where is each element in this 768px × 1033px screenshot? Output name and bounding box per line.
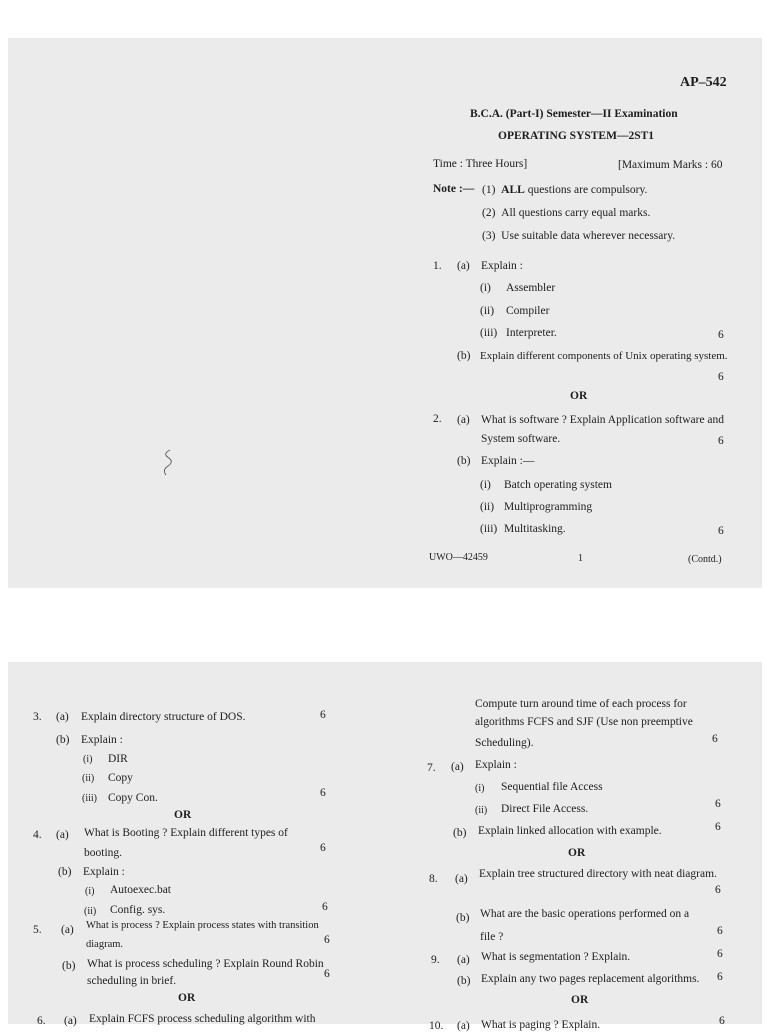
sub-item-text: Compiler — [506, 305, 550, 317]
part-label: (a) — [64, 1015, 77, 1027]
sub-item-num: (ii) — [475, 805, 488, 816]
marks: 6 — [715, 884, 721, 896]
marks: 6 — [717, 925, 723, 937]
marks: 6 — [717, 948, 723, 960]
sub-item-text: Autoexec.bat — [110, 884, 171, 896]
question-text: diagram. — [86, 939, 124, 950]
marks: 6 — [718, 435, 724, 447]
sub-item-text: Direct File Access. — [501, 803, 589, 815]
part-label: (a) — [56, 711, 69, 723]
part-label: (b) — [457, 350, 471, 362]
or-separator: OR — [178, 992, 196, 1004]
part-label: (b) — [58, 866, 72, 878]
sub-item-text: Multiprogramming — [504, 501, 593, 513]
sub-item-text: Sequential file Access — [501, 781, 603, 793]
part-label: (b) — [453, 827, 467, 839]
or-separator: OR — [568, 847, 586, 859]
note-label: Note :— — [433, 183, 475, 195]
question-number: 3. — [33, 711, 42, 723]
note-item: (3) Use suitable data wherever necessary. — [482, 230, 676, 242]
question-text: Explain : — [481, 260, 523, 272]
question-text: Scheduling). — [475, 737, 534, 749]
question-text: Explain : — [81, 734, 123, 746]
exam-page-1 — [8, 38, 762, 588]
sub-item-num: (i) — [480, 282, 491, 294]
sub-item-num: (i) — [85, 886, 95, 897]
part-label: (b) — [457, 455, 471, 467]
marks: 6 — [719, 1015, 725, 1027]
subject-title: OPERATING SYSTEM—2ST1 — [498, 130, 655, 142]
part-label: (b) — [456, 912, 470, 924]
question-text: file ? — [480, 931, 504, 943]
question-text: scheduling in brief. — [87, 975, 177, 987]
sub-item-num: (iii) — [480, 327, 498, 339]
question-number: 7. — [427, 762, 436, 774]
sub-item-text: Copy — [108, 772, 133, 784]
part-label: (a) — [457, 260, 470, 272]
question-text: What is software ? Explain Application software and — [481, 414, 725, 426]
or-separator: OR — [174, 809, 192, 821]
max-marks: [Maximum Marks : 60 — [618, 159, 723, 171]
question-text: Explain FCFS process scheduling algorithm with — [89, 1013, 316, 1025]
question-text: algorithms FCFS and SJF (Use non preemptive — [475, 716, 693, 728]
marks: 6 — [712, 733, 718, 745]
part-label: (a) — [457, 954, 470, 966]
marks: 6 — [715, 821, 721, 833]
sub-item-text: Copy Con. — [108, 792, 158, 804]
question-text: Explain : — [83, 866, 125, 878]
question-text: What are the basic operations performed on a — [480, 908, 690, 920]
sub-item-num: (ii) — [480, 501, 495, 513]
sub-item-text: Interpreter. — [506, 327, 557, 339]
marks: 6 — [715, 798, 721, 810]
sub-item-num: (ii) — [480, 305, 495, 317]
sub-item-text: DIR — [108, 753, 128, 765]
marks: 6 — [322, 901, 328, 913]
question-number: 10. — [429, 1020, 444, 1032]
or-separator: OR — [570, 390, 588, 402]
sub-item-text: Assembler — [506, 282, 556, 294]
part-label: (a) — [451, 761, 464, 773]
part-label: (b) — [62, 960, 76, 972]
part-label: (b) — [457, 975, 471, 987]
part-label: (a) — [457, 414, 470, 426]
note-item: (2) All questions carry equal marks. — [482, 207, 651, 219]
marks: 6 — [718, 371, 724, 383]
question-text: Explain any two pages replacement algorithms. — [481, 973, 700, 985]
question-text: What is Booting ? Explain different types of — [84, 827, 288, 839]
marks: 6 — [717, 971, 723, 983]
question-text: Explain different components of Unix operating system. — [480, 350, 728, 362]
marks: 6 — [718, 329, 724, 341]
sub-item-num: (i) — [480, 479, 491, 491]
or-separator: OR — [571, 994, 589, 1006]
part-label: (a) — [457, 1020, 470, 1032]
sub-item-num: (ii) — [82, 773, 95, 784]
part-label: (a) — [455, 873, 468, 885]
question-text: Compute turn around time of each process for — [475, 698, 687, 710]
sub-item-num: (i) — [475, 783, 485, 794]
marks: 6 — [324, 968, 330, 980]
marks: 6 — [324, 934, 330, 946]
question-number: 2. — [433, 413, 442, 425]
question-text: System software. — [481, 433, 561, 445]
footer-contd: (Contd.) — [688, 554, 722, 565]
footer-page-number: 1 — [578, 553, 583, 564]
question-text: What is paging ? Explain. — [481, 1019, 601, 1031]
question-text: Explain :— — [481, 455, 535, 467]
part-label: (a) — [56, 829, 69, 841]
question-number: 6. — [37, 1015, 46, 1027]
paper-code: AP–542 — [680, 75, 727, 90]
sub-item-num: (iii) — [480, 523, 498, 535]
note-item: (1) ALL questions are compulsory. — [482, 184, 648, 196]
sub-item-text: Batch operating system — [504, 479, 612, 491]
sub-item-text: Config. sys. — [110, 904, 166, 916]
exam-title: B.C.A. (Part-I) Semester—II Examination — [470, 108, 678, 120]
sub-item-num: (i) — [83, 754, 93, 765]
question-number: 4. — [33, 829, 42, 841]
question-text: Explain linked allocation with example. — [478, 825, 662, 837]
time-label: Time : Three Hours] — [433, 158, 528, 170]
marks: 6 — [320, 842, 326, 854]
question-text: What is process scheduling ? Explain Round Robin — [87, 958, 324, 970]
sub-item-num: (ii) — [84, 906, 97, 917]
part-label: (a) — [61, 924, 74, 936]
question-text: Explain : — [475, 759, 517, 771]
question-number: 1. — [433, 260, 442, 272]
question-text: booting. — [84, 847, 123, 859]
marks: 6 — [320, 787, 326, 799]
question-text: What is segmentation ? Explain. — [481, 951, 631, 963]
marks: 6 — [320, 709, 326, 721]
sub-item-num: (iii) — [82, 793, 97, 804]
part-label: (b) — [56, 734, 70, 746]
question-number: 9. — [431, 954, 440, 966]
question-text: What is process ? Explain process states with transition — [86, 920, 319, 931]
footer-code: UWO—42459 — [429, 552, 488, 563]
exam-page-2 — [8, 662, 762, 1032]
question-text: Explain tree structured directory with neat diagram. — [479, 868, 717, 880]
marks: 6 — [718, 525, 724, 537]
question-number: 5. — [33, 924, 42, 936]
question-text: Explain directory structure of DOS. — [81, 711, 246, 723]
sub-item-text: Multitasking. — [504, 523, 566, 535]
pencil-mark-icon — [156, 448, 186, 482]
question-number: 8. — [429, 873, 438, 885]
